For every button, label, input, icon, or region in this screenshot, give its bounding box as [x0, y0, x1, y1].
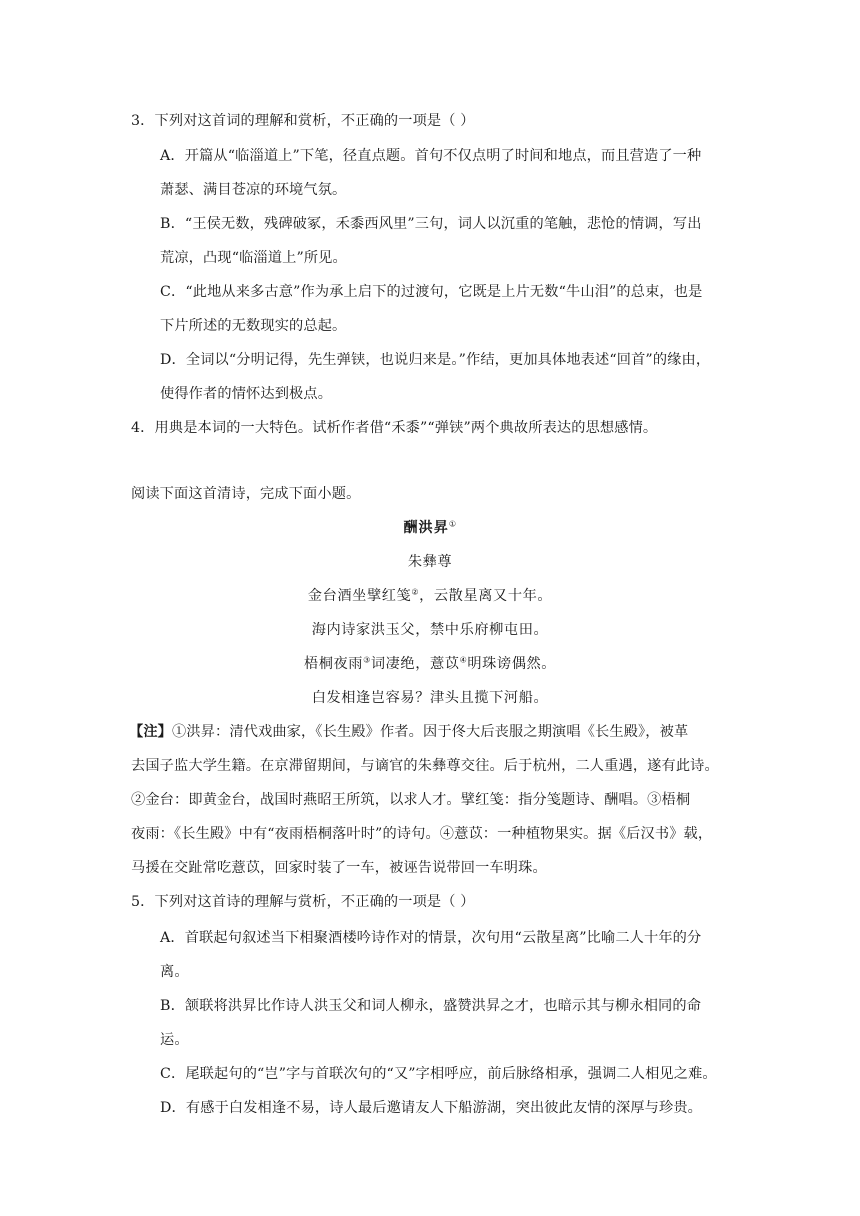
q3-option-c-line1: C．“此地从来多古意”作为承上启下的过渡句，它既是上片无数“牛山泪”的总束，也是 [160, 284, 703, 300]
notes-line-5: 马援在交趾常吃薏苡，回家时装了一车，被诬告说带回一车明珠。 [131, 860, 547, 876]
q3-option-c-line2: 下片所述的无数现实的总起。 [160, 318, 347, 334]
q5-option-b-line2: 运。 [160, 1032, 189, 1048]
question-5-stem: 5．下列对这首诗的理解与赏析，不正确的一项是（ ） [131, 894, 475, 910]
q5-option-b-line1: B．颔联将洪昇比作诗人洪玉父和词人柳永，盛赞洪昇之才，也暗示其与柳永相同的命 [160, 998, 702, 1014]
q5-option-c: C．尾联起句的“岂”字与首联次句的“又”字相呼应，前后脉络相承，强调二人相见之难。 [160, 1066, 717, 1082]
poem-line-3-text: 明珠谤偶然。 [467, 656, 557, 672]
notes-line-3: ②金台：即黄金台，战国时燕昭王所筑，以求人才。擘红笺：指分笺题诗、酬唱。③梧桐 [131, 792, 691, 808]
footnote-mark: ③ [363, 655, 371, 665]
footnote-mark: ② [411, 587, 420, 597]
question-3-stem: 3．下列对这首词的理解和赏析，不正确的一项是（ ） [131, 113, 475, 129]
reading-intro: 阅读下面这首清诗，完成下面小题。 [131, 486, 361, 502]
poem-line-4: 白发相逢岂容易？津头且揽下河船。 [311, 690, 549, 706]
q3-option-a-line1: A．开篇从“临淄道上”下笔，径直点题。首句不仅点明了时间和地点，而且营造了一种 [160, 148, 702, 164]
notes-line-1 [129, 722, 688, 742]
q3-option-a-line2: 萧瑟、满目苍凉的环境气氛。 [160, 182, 347, 198]
q5-option-a-line1: A．首联起句叙述当下相聚酒楼吟诗作对的情景，次句用“云散星离”比喻二人十年的分 [160, 930, 702, 946]
poem-line-1-text: 金台酒坐擘红笺 [307, 588, 412, 604]
q3-option-b-line1: B．“王侯无数，残碑破冢，禾黍西风里”三句，词人以沉重的笔触，悲怆的情调，写出 [160, 216, 702, 232]
footnote-mark: ④ [459, 655, 468, 665]
poem-title-text: 酬洪昇 [403, 520, 449, 536]
question-4-stem: 4．用典是本词的一大特色。试析作者借“禾黍”“弹铗”两个典故所表达的思想感情。 [131, 420, 658, 436]
q5-option-d: D．有感于白发相逢不易，诗人最后邀请友人下船游湖，突出彼此友情的深厚与珍贵。 [160, 1100, 703, 1116]
poem-line-2: 海内诗家洪玉父，禁中乐府柳屯田。 [311, 622, 549, 638]
q3-option-d-line2: 使得作者的情怀达到极点。 [160, 386, 333, 402]
notes-text: ①洪昇：清代戏曲家，《长生殿》作者。因于佟大后丧服之期演唱《长生殿》，被革 [172, 724, 689, 740]
poem-line-1-text: ，云散星离又十年。 [419, 588, 553, 604]
poem-line-3-text: 梧桐夜雨 [303, 656, 364, 672]
notes-line-2: 去国子监大学生籍。在京滞留期间，与谪官的朱彝尊交往。后于杭州，二人重遇，遂有此诗。 [131, 758, 719, 774]
notes-line-4: 夜雨：《长生殿》中有“夜雨梧桐落叶时”的诗句。④薏苡：一种植物果实。据《后汉书》载， [131, 826, 713, 842]
poem-title [0, 518, 860, 538]
poem-author: 朱彝尊 [407, 554, 453, 570]
notes-label: 【注】 [129, 724, 173, 740]
poem-line-3-text: 词凄绝，薏苡 [370, 656, 460, 672]
footnote-mark: ① [448, 519, 457, 529]
q5-option-a-line2: 离。 [160, 964, 189, 980]
q3-option-d-line1: D．全词以“分明记得，先生弹铗，也说归来是。”作结，更加具体地表述“回首”的缘由， [160, 352, 711, 368]
poem-line-1 [0, 586, 860, 606]
q3-option-b-line2: 荒凉，凸现“临淄道上”所见。 [160, 250, 347, 266]
poem-line-3 [0, 654, 860, 674]
